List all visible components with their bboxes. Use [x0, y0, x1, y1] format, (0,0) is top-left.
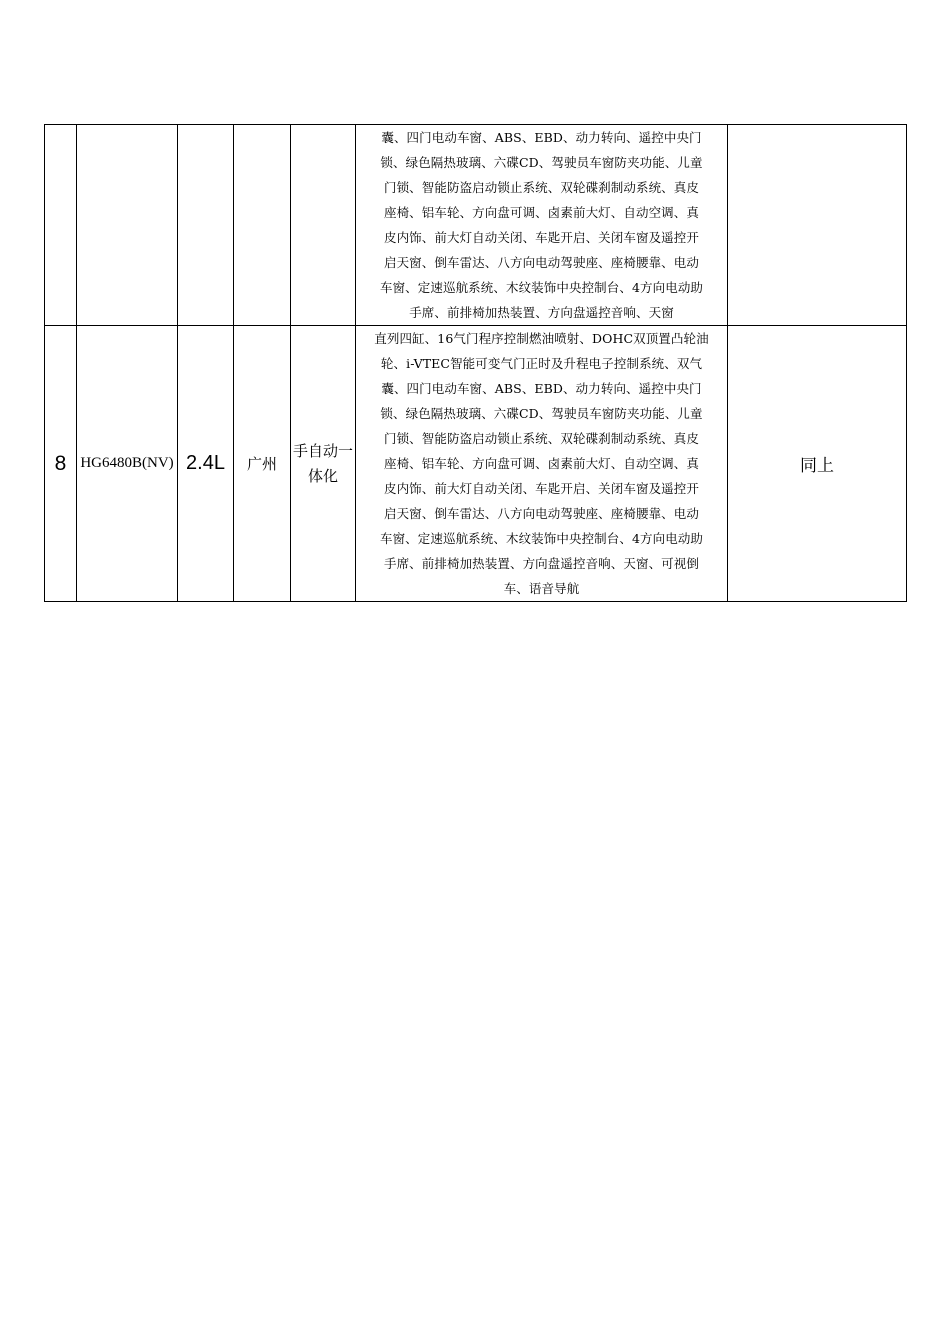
features-line: 皮内饰、前大灯自动关闭、车匙开启、关闭车窗及遥控开: [383, 481, 699, 496]
features-line: 车、语音导航: [503, 581, 580, 596]
features-line: 直列四缸、16气门程序控制燃油喷射、DOHC双顶置凸轮油: [374, 331, 709, 346]
table-row: [45, 326, 907, 602]
features-line: 座椅、铝车轮、方向盘可调、卤素前大灯、自动空调、真: [383, 205, 699, 220]
vehicle-spec-table: [44, 124, 907, 602]
table-row: [45, 125, 907, 326]
displacement-cell: 2.4L: [178, 326, 234, 602]
transmission-cell: 手自动一体化: [291, 326, 356, 602]
features-line: 门锁、智能防盗启动锁止系统、双轮碟刹制动系统、真皮: [383, 180, 699, 195]
features-line: 手席、前排椅加热装置、方向盘遥控音响、天窗: [409, 305, 674, 320]
note-cell: 同上: [728, 326, 907, 602]
features-line: 车窗、定速巡航系统、木纹装饰中央控制台、4方向电动助: [379, 531, 704, 546]
index-cell: [45, 125, 77, 326]
features-line: 启天窗、倒车雷达、八方向电动驾驶座、座椅腰靠、电动: [383, 506, 699, 521]
features-line: 锁、绿色隔热玻璃、六碟CD、驾驶员车窗防夹功能、儿童: [380, 406, 703, 421]
features-line: 座椅、铝车轮、方向盘可调、卤素前大灯、自动空调、真: [383, 456, 699, 471]
features-line: 轮、i-VTEC智能可变气门正时及升程电子控制系统、双气: [380, 356, 703, 371]
model-cell: [77, 125, 178, 326]
features-cell: [356, 125, 728, 326]
features-line: 囊、四门电动车窗、ABS、EBD、动力转向、遥控中央门: [381, 381, 702, 396]
city-cell: [234, 125, 291, 326]
features-line: 锁、绿色隔热玻璃、六碟CD、驾驶员车窗防夹功能、儿童: [380, 155, 703, 170]
city-cell: 广州: [234, 326, 291, 602]
features-line: 启天窗、倒车雷达、八方向电动驾驶座、座椅腰靠、电动: [383, 255, 699, 270]
features-line: 门锁、智能防盗启动锁止系统、双轮碟刹制动系统、真皮: [383, 431, 699, 446]
transmission-cell: [291, 125, 356, 326]
features-line: 手席、前排椅加热装置、方向盘遥控音响、天窗、可视倒: [383, 556, 699, 571]
features-line: 车窗、定速巡航系统、木纹装饰中央控制台、4方向电动助: [379, 280, 704, 295]
note-cell: [728, 125, 907, 326]
index-cell: 8: [45, 326, 77, 602]
features-cell: [356, 326, 728, 602]
features-line: 囊、四门电动车窗、ABS、EBD、动力转向、遥控中央门: [381, 130, 702, 145]
model-cell: HG6480B(NV): [77, 326, 178, 602]
displacement-cell: [178, 125, 234, 326]
features-line: 皮内饰、前大灯自动关闭、车匙开启、关闭车窗及遥控开: [383, 230, 699, 245]
